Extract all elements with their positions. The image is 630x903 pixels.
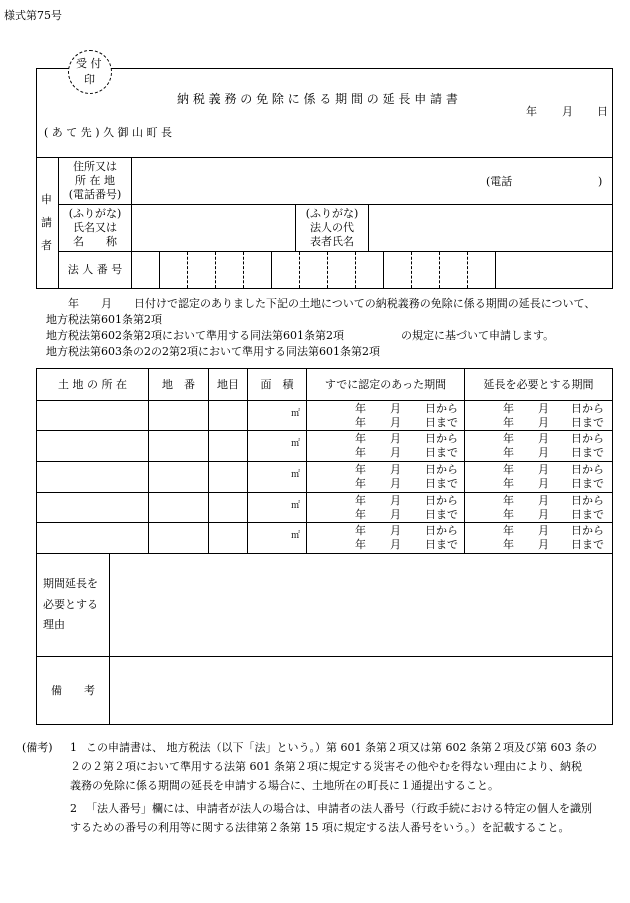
- certified-period-to-month: 月: [390, 416, 401, 429]
- address-field[interactable]: [132, 158, 482, 204]
- land-category-cell[interactable]: [209, 523, 247, 553]
- certified-period-to-month: 月: [390, 508, 401, 521]
- corporate-number-divider: [299, 252, 300, 288]
- extension-period-from-day: 日から: [571, 524, 604, 537]
- name-label: (ふりがな) 氏名又は 名 称: [68, 207, 122, 248]
- corporate-number-divider: [327, 252, 328, 288]
- extension-period-from-year: 年: [503, 524, 514, 537]
- area-unit: ㎡: [291, 501, 301, 511]
- certified-period-to-day: 日まで: [425, 508, 458, 521]
- location-cell[interactable]: [37, 462, 148, 492]
- certified-period-from-year: 年: [355, 463, 366, 476]
- representative-field[interactable]: [369, 205, 612, 251]
- land-category-cell[interactable]: [209, 493, 247, 523]
- certified-period-from-month: 月: [390, 432, 401, 445]
- extension-period-to-year: 年: [503, 538, 514, 551]
- extension-period-from-month: 月: [538, 402, 549, 415]
- header-lot-number: 地 番: [162, 377, 195, 391]
- certified-period-to-day: 日まで: [425, 446, 458, 459]
- addressee: ( あ て 先 ) 久 御 山 町 長: [44, 126, 173, 139]
- date-year: 年: [526, 105, 537, 118]
- header-location: 土 地 の 所 在: [58, 377, 127, 391]
- location-cell[interactable]: [37, 493, 148, 523]
- corporate-number-divider: [383, 252, 384, 288]
- extension-period-from-day: 日から: [571, 494, 604, 507]
- note-1-line-2: ２の２第２項において準用する法第 601 条第２項に規定する災害その他やむを得ない理由により、納税: [70, 760, 582, 773]
- extension-period-from-month: 月: [538, 524, 549, 537]
- extension-period-to-month: 月: [538, 416, 549, 429]
- form-title: 納 税 義 務 の 免 除 に 係 る 期 間 の 延 長 申 請 書: [177, 92, 458, 106]
- extension-period-from-year: 年: [503, 463, 514, 476]
- certified-period-to-month: 月: [390, 477, 401, 490]
- reason-field[interactable]: [110, 554, 612, 656]
- statement-option-601: 地方税法第601条第2項: [46, 313, 162, 326]
- extension-period-to-day: 日まで: [571, 508, 604, 521]
- location-cell[interactable]: [37, 431, 148, 461]
- area-unit: ㎡: [291, 470, 301, 480]
- applicant-side-2: 請: [41, 216, 52, 229]
- extension-period-from-year: 年: [503, 402, 514, 415]
- extension-period-to-month: 月: [538, 477, 549, 490]
- certified-period-from-month: 月: [390, 524, 401, 537]
- corporate-number-divider: [159, 252, 160, 288]
- certified-period-to-day: 日まで: [425, 416, 458, 429]
- extension-period-from-month: 月: [538, 494, 549, 507]
- representative-label: (ふりがな) 法人の代 表者氏名: [305, 207, 359, 248]
- extension-period-from-year: 年: [503, 432, 514, 445]
- extension-period-to-month: 月: [538, 538, 549, 551]
- phone-close: ): [598, 175, 603, 188]
- certified-period-from-year: 年: [355, 432, 366, 445]
- certified-period-to-year: 年: [355, 477, 366, 490]
- corporate-number-divider: [355, 252, 356, 288]
- certified-period-to-day: 日まで: [425, 477, 458, 490]
- location-cell[interactable]: [37, 523, 148, 553]
- remarks-field[interactable]: [110, 657, 612, 724]
- extension-period-to-month: 月: [538, 446, 549, 459]
- statement-option-603: 地方税法第603条の2の2第2項において準用する同法第601条第2項: [46, 345, 380, 358]
- certified-period-from-month: 月: [390, 463, 401, 476]
- corporate-number-divider: [215, 252, 216, 288]
- applicant-side-1: 申: [41, 193, 52, 206]
- extension-period-from-day: 日から: [571, 463, 604, 476]
- extension-period-to-year: 年: [503, 416, 514, 429]
- certified-period-from-day: 日から: [425, 524, 458, 537]
- note-1-number: 1: [70, 741, 77, 754]
- applicant-side-3: 者: [41, 239, 52, 252]
- header-land-category: 地目: [217, 377, 239, 391]
- certified-period-from-year: 年: [355, 402, 366, 415]
- note-1-line-3: 義務の免除に係る期間の延長を申請する場合に、土地所在の町長に１通提出すること。: [70, 779, 499, 792]
- name-field[interactable]: [132, 205, 295, 251]
- certified-period-from-month: 月: [390, 494, 401, 507]
- statement-line-1: 年 月 日付けで認定のありました下記の土地についての納税義務の免除に係る期間の延長について、: [68, 297, 596, 310]
- extension-period-from-day: 日から: [571, 402, 604, 415]
- certified-period-from-day: 日から: [425, 463, 458, 476]
- note-2-number: 2: [70, 802, 77, 815]
- certified-period-to-year: 年: [355, 416, 366, 429]
- certified-period-to-year: 年: [355, 508, 366, 521]
- land-category-cell[interactable]: [209, 431, 247, 461]
- extension-period-to-year: 年: [503, 477, 514, 490]
- certified-period-from-month: 月: [390, 402, 401, 415]
- certified-period-to-month: 月: [390, 446, 401, 459]
- statement-option-602: 地方税法第602条第2項において準用する同法第601条第2項: [46, 329, 344, 342]
- note-2-line-1: 「法人番号」欄には、申請者が法人の場合は、申請者の法人番号（行政手続における特定の個人を識別: [86, 802, 592, 815]
- form-number: 様式第75号: [4, 9, 62, 22]
- notes-heading: (備考): [22, 741, 53, 754]
- corporate-number-divider: [243, 252, 244, 288]
- corporate-number-divider: [467, 252, 468, 288]
- extension-period-to-month: 月: [538, 508, 549, 521]
- corporate-number-divider: [271, 252, 272, 288]
- extension-period-to-day: 日まで: [571, 477, 604, 490]
- corporate-number-divider: [187, 252, 188, 288]
- extension-period-to-day: 日まで: [571, 446, 604, 459]
- statement-suffix: の規定に基づいて申請します。: [401, 329, 555, 342]
- extension-period-to-year: 年: [503, 508, 514, 521]
- extension-period-from-month: 月: [538, 432, 549, 445]
- note-2-line-2: するための番号の利用等に関する法律第２条第 15 項に規定する法人番号をいう。）を記載すること。: [70, 821, 570, 834]
- header-extension-period: 延長を必要とする期間: [483, 377, 594, 391]
- lot-number-cell[interactable]: [149, 401, 208, 431]
- lot-number-cell[interactable]: [149, 493, 208, 523]
- reception-stamp: 受 付 印: [68, 50, 112, 94]
- corporate-number-divider: [411, 252, 412, 288]
- phone-label: (電話: [486, 175, 513, 188]
- area-unit: ㎡: [291, 409, 301, 419]
- extension-period-from-year: 年: [503, 494, 514, 507]
- certified-period-to-month: 月: [390, 538, 401, 551]
- certified-period-to-year: 年: [355, 446, 366, 459]
- header-certified-period: すでに認定のあった期間: [324, 377, 447, 391]
- corporate-number-divider: [439, 252, 440, 288]
- remarks-label: 備 考: [51, 683, 95, 697]
- certified-period-from-day: 日から: [425, 432, 458, 445]
- address-label: 住所又は 所 在 地 (電話番号): [68, 160, 122, 201]
- extension-period-to-year: 年: [503, 446, 514, 459]
- lot-number-cell[interactable]: [149, 523, 208, 553]
- date-day: 日: [597, 105, 608, 118]
- certified-period-from-year: 年: [355, 494, 366, 507]
- date-month: 月: [562, 105, 573, 118]
- area-unit: ㎡: [291, 531, 301, 541]
- certified-period-from-day: 日から: [425, 494, 458, 507]
- extension-period-from-month: 月: [538, 463, 549, 476]
- extension-period-to-day: 日まで: [571, 538, 604, 551]
- land-category-cell[interactable]: [209, 401, 247, 431]
- note-1-line-1: この申請書は、 地方税法（以下「法」という。）第 601 条第２項又は第 602 条第２項及び第 603 条の: [86, 741, 597, 754]
- reason-label: 期間延長を 必要とする 理由: [43, 576, 98, 632]
- header-area: 面 積: [260, 377, 294, 391]
- corporate-number-divider: [495, 252, 496, 288]
- lot-number-cell[interactable]: [149, 462, 208, 492]
- area-unit: ㎡: [291, 439, 301, 449]
- certified-period-to-day: 日まで: [425, 538, 458, 551]
- land-category-cell[interactable]: [209, 462, 247, 492]
- extension-period-from-day: 日から: [571, 432, 604, 445]
- corporate-number-label: 法 人 番 号: [67, 263, 123, 277]
- lot-number-cell[interactable]: [149, 431, 208, 461]
- certified-period-from-year: 年: [355, 524, 366, 537]
- extension-period-to-day: 日まで: [571, 416, 604, 429]
- location-cell[interactable]: [37, 401, 148, 431]
- certified-period-from-day: 日から: [425, 402, 458, 415]
- certified-period-to-year: 年: [355, 538, 366, 551]
